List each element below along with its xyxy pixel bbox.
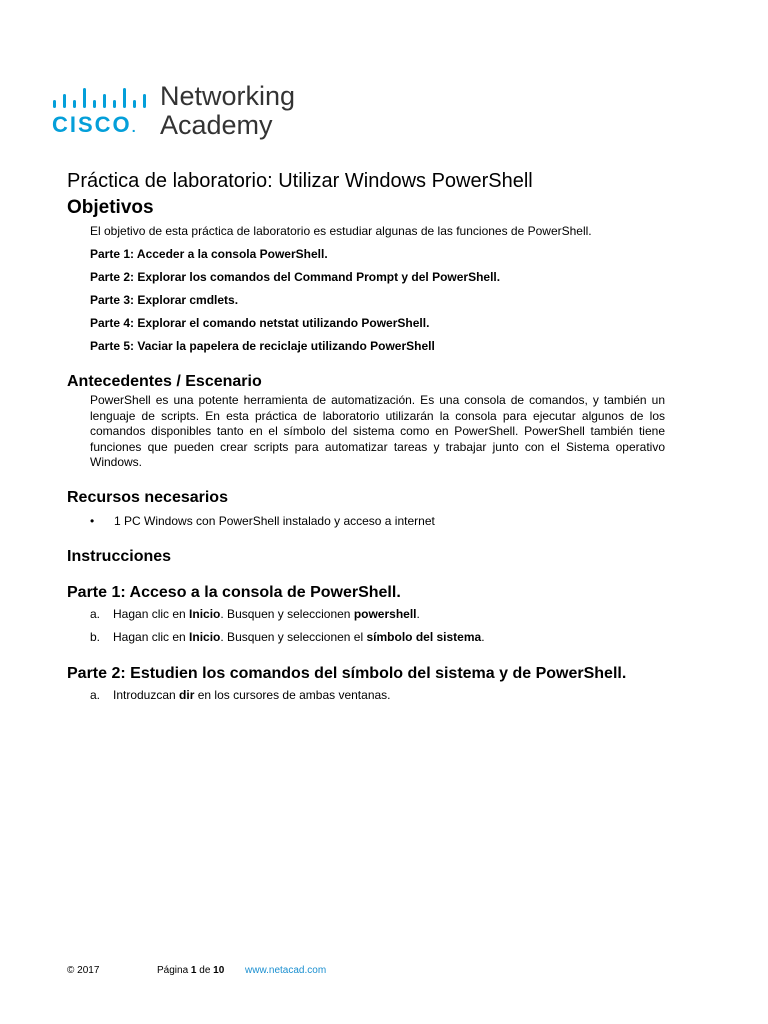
objective-part-3: Parte 3: Explorar cmdlets. [90,293,239,307]
parte1-step-b: b. Hagan clic en Inicio. Busquen y seleccionen el símbolo del sistema. [90,630,485,644]
objective-part-1: Parte 1: Acceder a la consola PowerShell. [90,247,328,261]
parte2-step-a: a. Introduzcan dir en los cursores de ambas ventanas. [90,688,391,702]
objetivos-intro: El objetivo de esta práctica de laboratorio es estudiar algunas de las funciones de PowerShell. [90,224,592,238]
objective-part-5: Parte 5: Vaciar la papelera de reciclaje utilizando PowerShell [90,339,435,353]
recursos-heading: Recursos necesarios [67,489,228,506]
parte2-heading: Parte 2: Estudien los comandos del símbolo del sistema y de PowerShell. [67,665,627,682]
page-title: Práctica de laboratorio: Utilizar Windows PowerShell [67,170,533,192]
antecedentes-heading: Antecedentes / Escenario [67,373,262,390]
footer-url-link[interactable]: www.netacad.com [245,965,327,976]
footer-copyright: © 2017 [67,965,100,976]
cisco-networking-academy-logo [52,82,312,144]
cisco-wordmark: CISCO. [52,112,136,137]
objective-part-2: Parte 2: Explorar los comandos del Command Prompt y del PowerShell. [90,270,501,284]
footer-page-number: Página 1 de 10 [157,965,225,976]
objective-part-4: Parte 4: Explorar el comando netstat utilizando PowerShell. [90,316,430,330]
parte1-step-a: a. Hagan clic en Inicio. Busquen y seleccionen powershell. [90,607,420,621]
objetivos-heading: Objetivos [67,197,154,218]
instrucciones-heading: Instrucciones [67,548,172,565]
list-item: • 1 PC Windows con PowerShell instalado y acceso a internet [90,514,435,528]
antecedentes-text: PowerShell es una potente herramienta de automatización. Es una consola de comandos, y también un lenguaje de scripts. En esta práctica de laboratorio utilizarán la consola para ejecutar algunos de los comandos disponibles tanto en el símbolo del sistema como en PowerShell. PowerShell también tiene funciones que pueden crear scripts para automatizar tareas y trabajar junto con el Sistema operativo Windows. [90,393,665,469]
bullet-icon: • [90,514,95,528]
cisco-bars-icon [52,88,148,108]
logo-line-1: Networking [160,81,296,111]
logo-line-2: Academy [160,110,273,140]
parte1-heading: Parte 1: Acceso a la consola de PowerShell. [67,584,401,601]
logo-text [160,82,295,140]
